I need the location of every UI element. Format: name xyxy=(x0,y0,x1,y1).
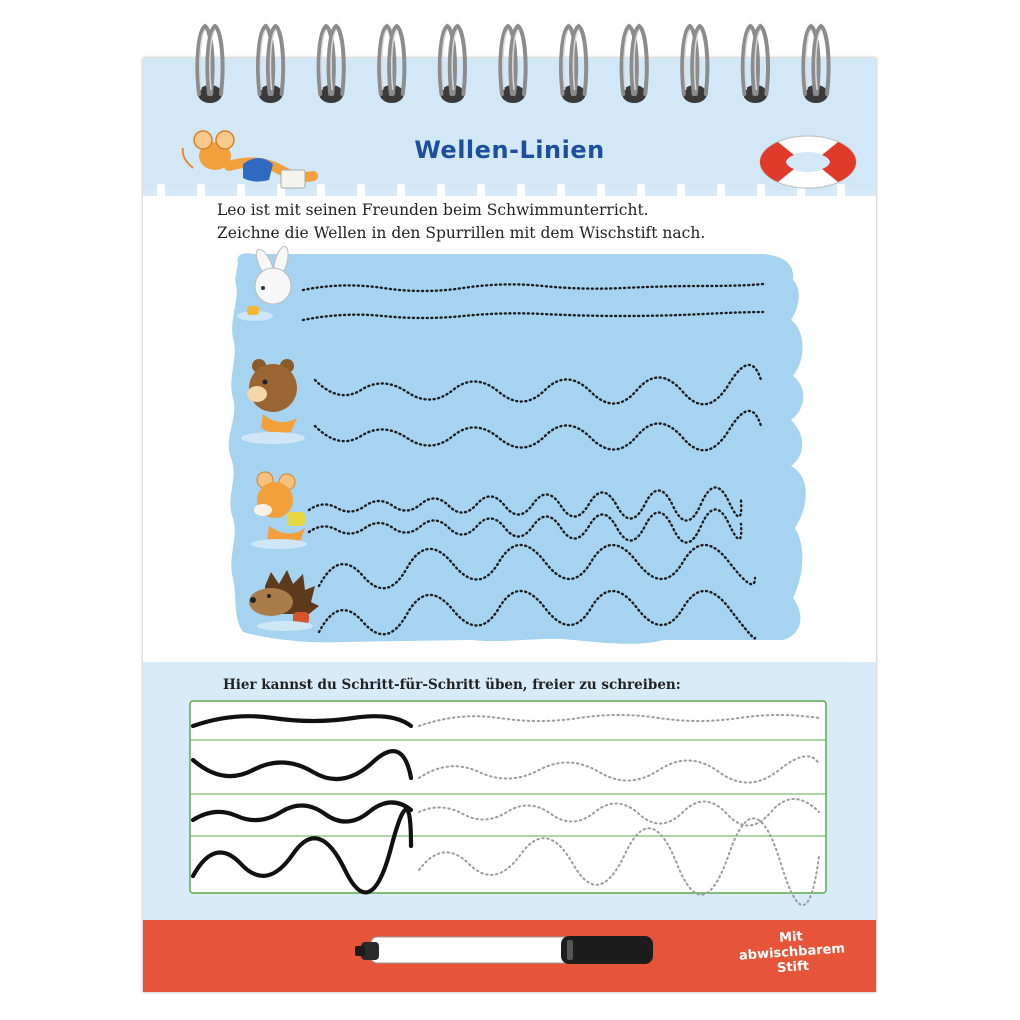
sticker-line-2: abwischbarem xyxy=(738,941,846,964)
spiral-ring xyxy=(197,26,222,103)
water-area xyxy=(229,253,806,643)
spiral-ring xyxy=(319,26,344,103)
spiral-ring xyxy=(440,26,465,103)
spiral-ring xyxy=(682,26,707,103)
spiral-ring xyxy=(622,26,647,103)
marker-pen-icon xyxy=(355,936,653,964)
spiral-ring xyxy=(500,26,525,103)
spiral-ring xyxy=(561,26,586,103)
practice-label: Hier kannst du Schritt-für-Schritt üben, freier zu schreiben: xyxy=(223,677,681,693)
page-title: Wellen-Linien xyxy=(414,136,605,164)
pen-sticker xyxy=(736,926,849,979)
spiral-ring xyxy=(743,26,768,103)
spiral-binding xyxy=(0,0,1020,120)
workbook-page xyxy=(143,58,876,992)
spiral-ring xyxy=(258,26,283,103)
spiral-ring xyxy=(803,26,828,103)
sticker-line-1: Mit xyxy=(778,929,804,946)
instruction-line-1: Leo ist mit seinen Freunden beim Schwimmunterricht. xyxy=(217,201,649,219)
spiral-ring xyxy=(379,26,404,103)
instruction-line-2: Zeichne die Wellen in den Spurrillen mit dem Wischstift nach. xyxy=(217,224,706,242)
sticker-line-3: Stift xyxy=(776,958,810,977)
instructions xyxy=(217,199,817,245)
